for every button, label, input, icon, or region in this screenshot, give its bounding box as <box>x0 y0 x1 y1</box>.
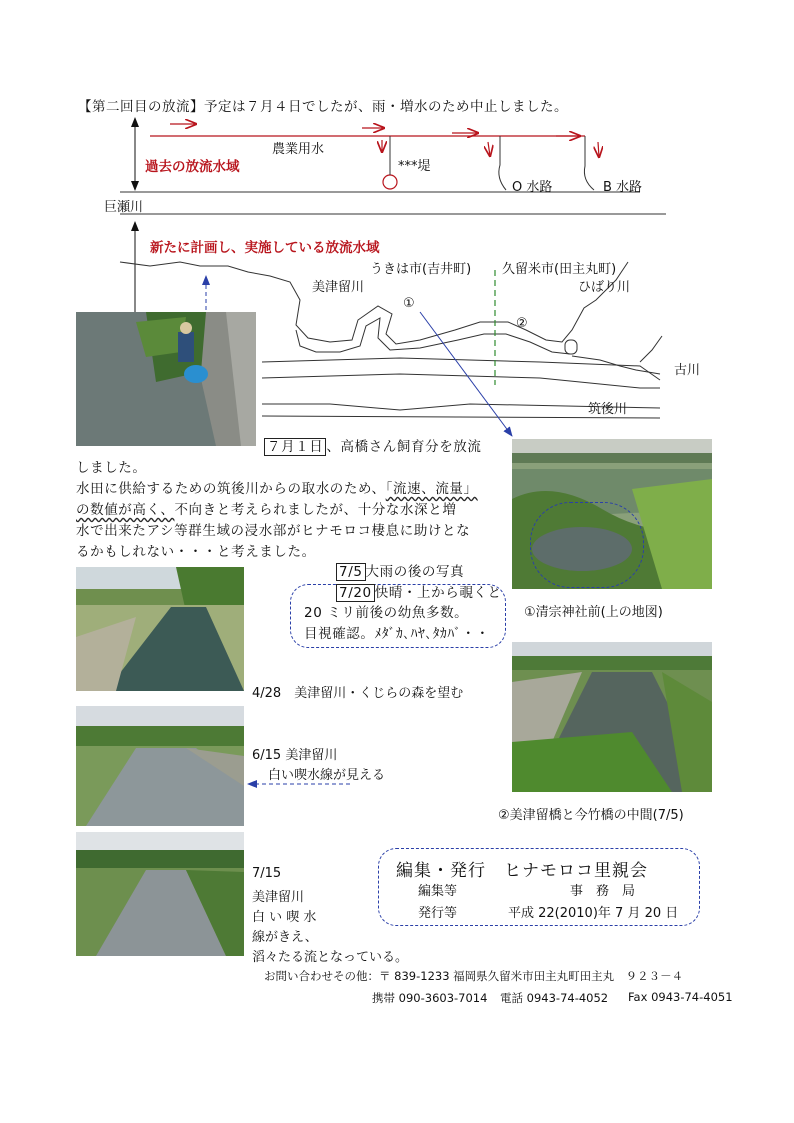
release-text-4b: 不向きと考えられましたが、十分な水深と増 <box>174 502 457 518</box>
contact-fax: Fax 0943-74-4051 <box>628 990 733 1004</box>
caption-shrine: ①清宗神社前(上の地図) <box>524 605 663 620</box>
label-ukiha-city: うきは市(吉井町) <box>370 262 472 277</box>
caption-jun15-text: 白い喫水線が見える <box>268 768 386 783</box>
note-line-1 <box>336 562 464 583</box>
release-date: ７月１日 <box>264 438 326 456</box>
caption-bridge: ②美津留橋と今竹橋の中間(7/5) <box>498 808 684 823</box>
label-b-channel: B 水路 <box>603 180 643 195</box>
caption-jul15-line2: 線がきえ、 <box>252 930 318 945</box>
publisher-title: 編集・発行 ヒナモロコ里親会 <box>396 861 648 881</box>
label-kurume-city: 久留米市(田主丸町) <box>502 262 617 277</box>
caption-apr28: 4/28 美津留川・くじらの森を望む <box>252 686 464 701</box>
caption-jul15-line3: 滔々たる流となっている。 <box>252 950 409 965</box>
pointer-jun15 <box>244 776 354 792</box>
release-line-2: しました。 <box>76 460 147 476</box>
label-mitsutome-river: 美津留川 <box>312 280 365 295</box>
publisher-editor-value: 事 務 局 <box>570 884 636 899</box>
label-agricultural-water: 農業用水 <box>272 142 325 157</box>
note-line-2 <box>336 583 502 604</box>
photo-bridge-middle <box>512 642 712 792</box>
release-text-1: 、高橋さん飼育分を放流 <box>326 439 482 455</box>
photo-apr28 <box>76 567 244 691</box>
contact-address: お問い合わせその他：〒 839-1233 福岡県久留米市田主丸町田主丸 ９２３－４ <box>264 969 684 983</box>
release-line-6: るかもしれない・・・と考えました。 <box>76 544 316 560</box>
label-new-release-area: 新たに計画し、実施している放流水域 <box>150 240 380 256</box>
caption-jul15-date: 7/15 <box>252 866 282 881</box>
page-heading: 【第二回目の放流】予定は７月４日でしたが、雨・増水のため中止しました。 <box>78 99 568 115</box>
label-hibari-river: ひばり川 <box>578 280 631 295</box>
label-o-channel: O 水路 <box>512 180 553 195</box>
note-text-1: 大雨の後の写真 <box>365 564 465 580</box>
release-text-3a: 水田に供給するための筑後川からの取水のため、 <box>76 481 386 497</box>
label-furukawa: 古川 <box>674 363 701 378</box>
release-line-5: 水で出来たアシ等群生域の浸水部がヒナモロコ棲息に助けとな <box>76 523 471 539</box>
label-chikugo-river: 筑後川 <box>588 402 628 417</box>
publisher-editor-label: 編集等 <box>418 884 458 899</box>
caption-jul15-river: 美津留川 <box>252 890 305 905</box>
caption-jun15-title: 6/15 美津留川 <box>252 748 338 763</box>
release-line-1 <box>264 437 482 458</box>
publisher-issue-date: 平成 22(2010)年 7 月 20 日 <box>508 906 679 921</box>
label-past-release-area: 過去の放流水域 <box>145 159 240 175</box>
label-dike: ***堤 <box>398 159 431 174</box>
release-line-3 <box>76 479 478 500</box>
note-date-2: 7/20 <box>336 584 375 602</box>
release-text-4a: の数値が高く、 <box>76 502 175 518</box>
marker-2: ② <box>516 316 528 331</box>
photo-release-person <box>76 312 256 446</box>
note-line-4: 目視確認。ﾒﾀﾞｶ､ﾊﾔ､ﾀｶﾊﾞ・・ <box>304 626 490 642</box>
marker-1: ① <box>403 296 415 311</box>
release-text-3b: 「流速、流量」 <box>385 481 478 497</box>
highlight-circle <box>530 502 644 588</box>
contact-phone: 電話 0943-74-4052 <box>500 991 609 1005</box>
photo-jul15 <box>76 832 244 956</box>
contact-mobile: 携帯 090-3603-7014 <box>372 991 488 1005</box>
label-kose-river: 巨瀬川 <box>104 200 144 215</box>
publisher-issue-label: 発行等 <box>418 906 458 921</box>
photo-jun15 <box>76 706 244 826</box>
note-text-2: 快晴・上から覗くと <box>374 585 502 601</box>
release-line-4 <box>76 500 456 521</box>
caption-jul15-line1: 白 い 喫 水 <box>252 910 317 925</box>
note-line-3: 20 ミリ前後の幼魚多数。 <box>304 605 469 621</box>
note-date-1: 7/5 <box>336 563 366 581</box>
